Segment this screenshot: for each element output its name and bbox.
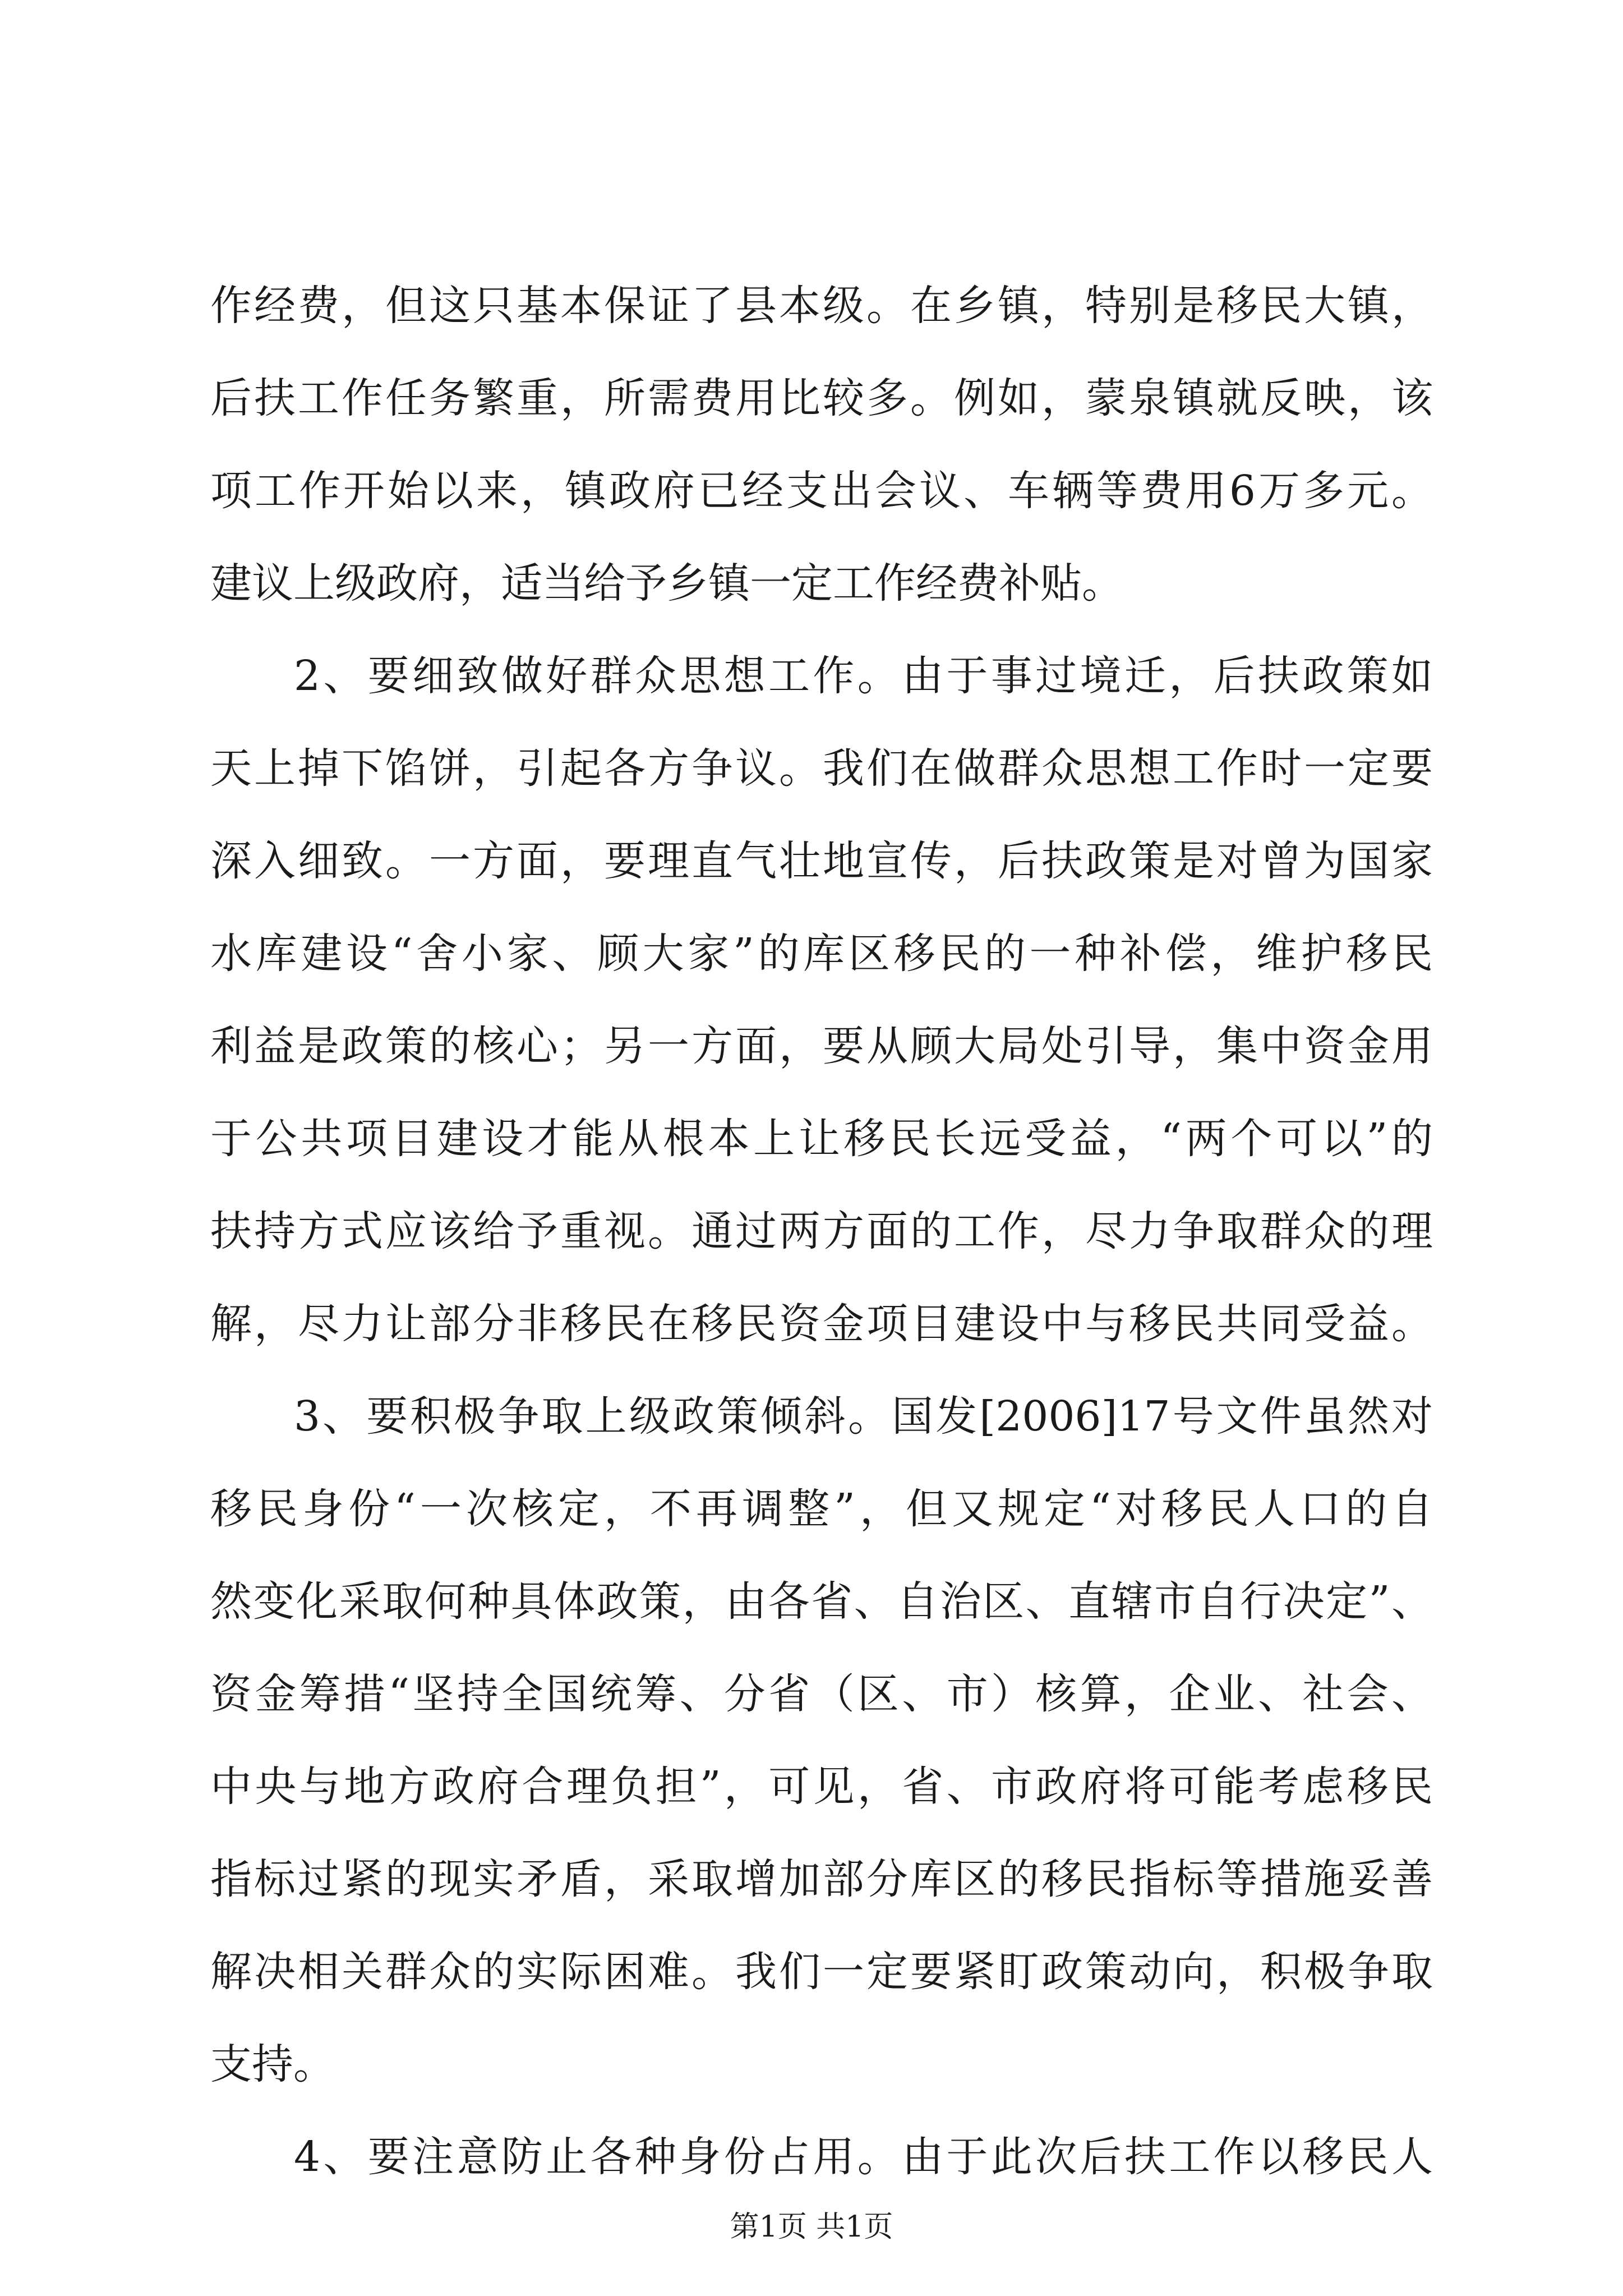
paragraph-start-line: 3、要积极争取上级政策倾斜。国发[2006]17号文件虽然对 bbox=[294, 1392, 1433, 1441]
text-line: 扶持方式应该给予重视。通过两方面的工作，尽力争取群众的理 bbox=[210, 1207, 1433, 1255]
text-line: 支持。 bbox=[210, 2040, 335, 2088]
text-line: 建议上级政府，适当给予乡镇一定工作经费补贴。 bbox=[210, 559, 1123, 608]
text-line: 利益是政策的核心；另一方面，要从顾大局处引导，集中资金用 bbox=[210, 1022, 1433, 1070]
text-line: 于公共项目建设才能从根本上让移民长远受益，“两个可以”的 bbox=[210, 1115, 1433, 1163]
text-line: 资金筹措“坚持全国统筹、分省（区、市）核算，企业、社会、 bbox=[210, 1670, 1433, 1718]
paragraph-start-line: 4、要注意防止各种身份占用。由于此次后扶工作以移民人 bbox=[294, 2133, 1433, 2181]
text-line: 然变化采取何种具体政策，由各省、自治区、直辖市自行决定”、 bbox=[210, 1577, 1433, 1626]
text-line: 天上掉下馅饼，引起各方争议。我们在做群众思想工作时一定要 bbox=[210, 744, 1433, 793]
text-line: 移民身份“一次核定，不再调整”，但又规定“对移民人口的自 bbox=[210, 1485, 1433, 1533]
text-line: 深入细致。一方面，要理直气壮地宣传，后扶政策是对曾为国家 bbox=[210, 837, 1433, 885]
paragraph-start-line: 2、要细致做好群众思想工作。由于事过境迁，后扶政策如 bbox=[294, 652, 1433, 700]
text-line: 中央与地方政府合理负担”，可见，省、市政府将可能考虑移民 bbox=[210, 1763, 1433, 1811]
text-line: 项工作开始以来，镇政府已经支出会议、车辆等费用6万多元。 bbox=[210, 467, 1433, 515]
text-line: 解，尽力让部分非移民在移民资金项目建设中与移民共同受益。 bbox=[210, 1300, 1433, 1348]
text-line: 解决相关群众的实际困难。我们一定要紧盯政策动向，积极争取 bbox=[210, 1948, 1433, 1996]
page-footer: 第1页 共1页 bbox=[730, 2210, 893, 2244]
text-line: 作经费，但这只基本保证了县本级。在乡镇，特别是移民大镇， bbox=[210, 282, 1433, 330]
text-line: 水库建设“舍小家、顾大家”的库区移民的一种补偿，维护移民 bbox=[210, 930, 1433, 978]
text-line: 指标过紧的现实矛盾，采取增加部分库区的移民指标等措施妥善 bbox=[210, 1855, 1433, 1903]
text-line: 后扶工作任务繁重，所需费用比较多。例如，蒙泉镇就反映，该 bbox=[210, 374, 1433, 422]
